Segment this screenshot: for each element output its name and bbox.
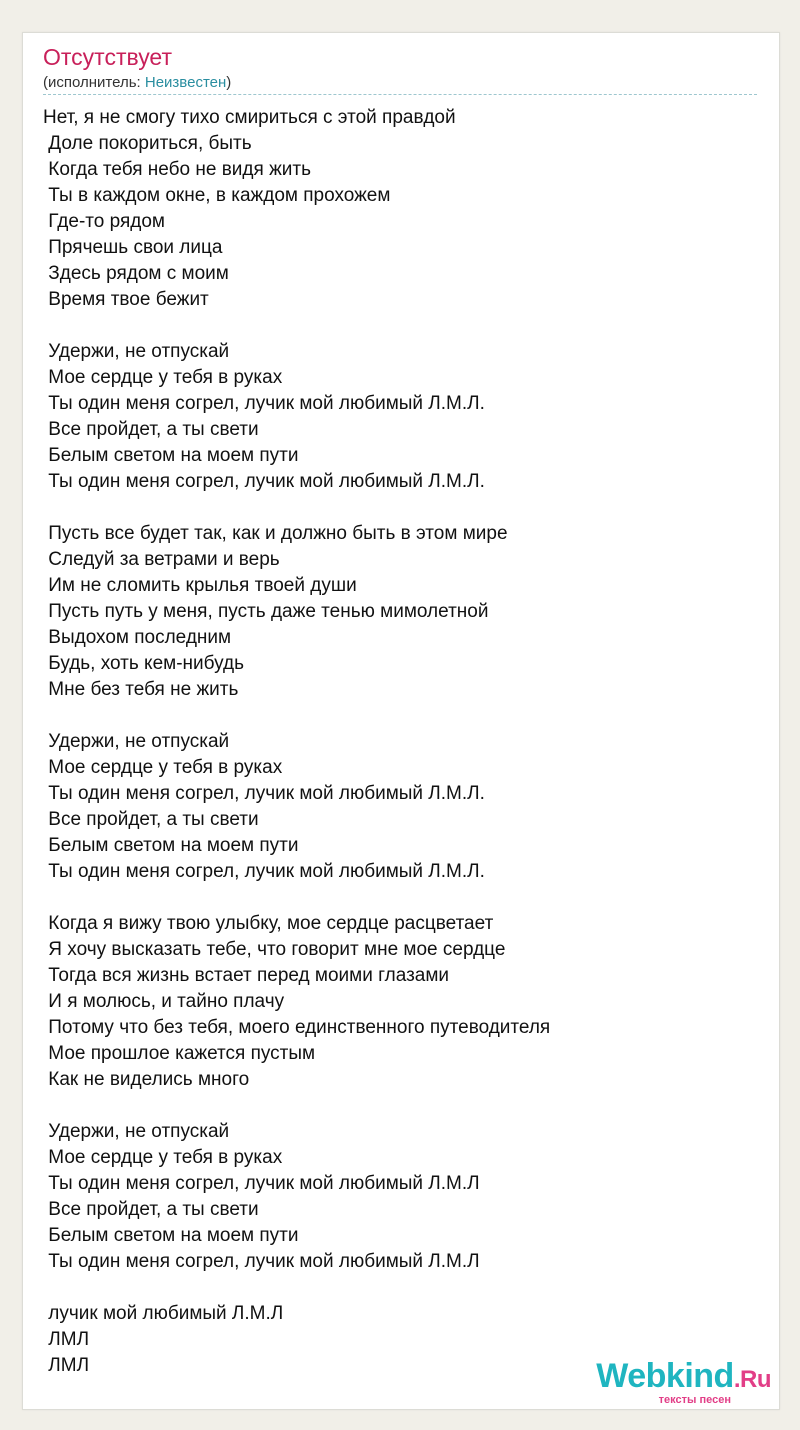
- lyric-line: И я молюсь, и тайно плачу: [43, 991, 285, 1012]
- lyric-line: ЛМЛ: [43, 1329, 90, 1350]
- lyric-line: Пусть все будет так, как и должно быть в этом мире: [43, 523, 508, 544]
- lyric-line: Прячешь свои лица: [43, 237, 223, 258]
- lyric-line: Ты один меня согрел, лучик мой любимый Л.М.Л: [43, 1251, 480, 1272]
- artist-suffix: ): [226, 74, 232, 91]
- site-logo[interactable]: [596, 1358, 771, 1406]
- lyric-line: Следуй за ветрами и верь: [43, 549, 280, 570]
- song-title: Отсутствует: [43, 44, 172, 70]
- lyric-line: Ты один меня согрел, лучик мой любимый Л.М.Л.: [43, 471, 485, 492]
- lyric-line: Белым светом на моем пути: [43, 835, 299, 856]
- lyric-line: Удержи, не отпускай: [43, 1121, 230, 1142]
- logo-wordmark: Webkind: [596, 1357, 734, 1395]
- lyric-line: Им не сломить крылья твоей души: [43, 575, 357, 596]
- lyric-line: Время твое бежит: [43, 289, 209, 310]
- lyric-line: Мое сердце у тебя в руках: [43, 367, 283, 388]
- lyric-line: Мое сердце у тебя в руках: [43, 1147, 283, 1168]
- lyric-line: Все пройдет, а ты свети: [43, 1199, 259, 1220]
- lyric-line: Мое прошлое кажется пустым: [43, 1043, 316, 1064]
- lyric-line: Все пройдет, а ты свети: [43, 419, 259, 440]
- lyrics-page: [22, 32, 780, 1410]
- lyric-line: Ты один меня согрел, лучик мой любимый Л.М.Л.: [43, 783, 485, 804]
- lyric-line: Доле покориться, быть: [43, 133, 252, 154]
- lyric-line: Удержи, не отпускай: [43, 731, 230, 752]
- lyric-line: Как не виделись много: [43, 1069, 250, 1090]
- artist-line: [43, 73, 231, 93]
- artist-prefix: (исполнитель:: [43, 74, 145, 91]
- logo-tagline: тексты песен: [658, 1394, 731, 1406]
- lyric-line: Ты один меня согрел, лучик мой любимый Л.М.Л.: [43, 861, 485, 882]
- lyric-line: Пусть путь у меня, пусть даже тенью мимолетной: [43, 601, 489, 622]
- lyric-line: [43, 703, 763, 729]
- lyric-line: Все пройдет, а ты свети: [43, 809, 259, 830]
- lyric-line: Нет, я не смогу тихо смириться с этой правдой: [43, 107, 456, 128]
- lyric-line: лучик мой любимый Л.М.Л: [43, 1303, 284, 1324]
- lyric-line: Белым светом на моем пути: [43, 1225, 299, 1246]
- lyric-line: [43, 885, 763, 911]
- lyric-line: [43, 495, 763, 521]
- lyric-line: Когда я вижу твою улыбку, мое сердце расцветает: [43, 913, 494, 934]
- lyric-line: Потому что без тебя, моего единственного путеводителя: [43, 1017, 551, 1038]
- lyric-line: Где-то рядом: [43, 211, 165, 232]
- header-divider: [43, 94, 757, 95]
- lyric-line: Белым светом на моем пути: [43, 445, 299, 466]
- lyric-line: ЛМЛ: [43, 1355, 90, 1376]
- lyric-line: Тогда вся жизнь встает перед моими глазами: [43, 965, 450, 986]
- lyric-line: Мое сердце у тебя в руках: [43, 757, 283, 778]
- lyric-line: Мне без тебя не жить: [43, 679, 239, 700]
- lyric-line: [43, 313, 763, 339]
- lyric-line: Здесь рядом с моим: [43, 263, 229, 284]
- lyric-line: Будь, хоть кем-нибудь: [43, 653, 244, 674]
- lyric-line: [43, 1275, 763, 1301]
- artist-link[interactable]: Неизвестен: [144, 74, 227, 91]
- lyric-line: Ты один меня согрел, лучик мой любимый Л.М.Л.: [43, 393, 485, 414]
- lyric-line: [43, 1093, 763, 1119]
- lyric-line: Я хочу высказать тебе, что говорит мне мое сердце: [43, 939, 506, 960]
- logo-tld: .Ru: [733, 1366, 771, 1393]
- lyric-line: Выдохом последним: [43, 627, 232, 648]
- lyric-line: Ты в каждом окне, в каждом прохожем: [43, 185, 391, 206]
- lyric-line: Когда тебя небо не видя жить: [43, 159, 311, 180]
- lyrics-text: [43, 105, 763, 1379]
- lyric-line: Удержи, не отпускай: [43, 341, 230, 362]
- lyric-line: Ты один меня согрел, лучик мой любимый Л.М.Л: [43, 1173, 480, 1194]
